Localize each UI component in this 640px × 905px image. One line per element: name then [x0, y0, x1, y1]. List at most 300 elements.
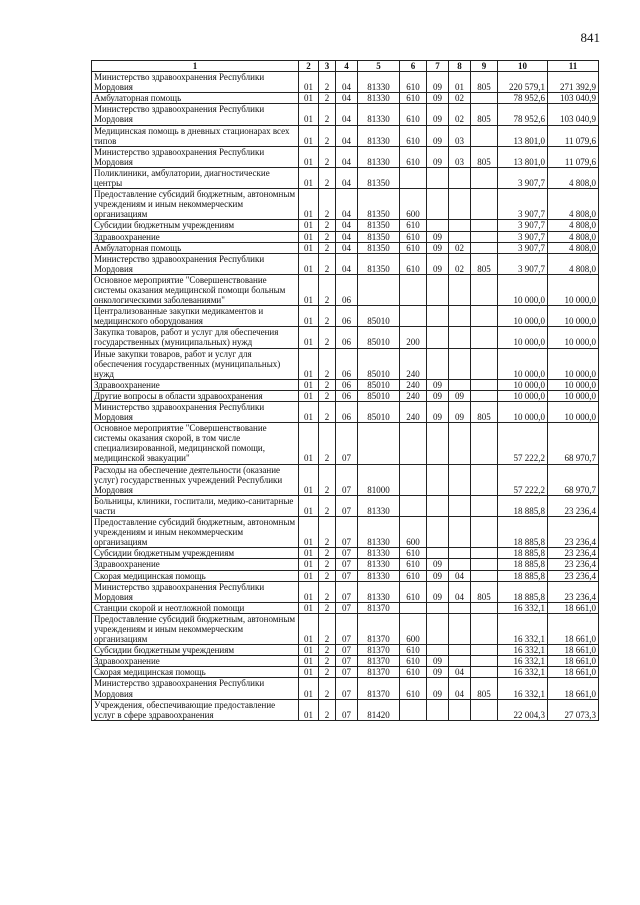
amount-cell: 18 661,0 [548, 678, 599, 699]
amount-cell: 23 236,4 [548, 559, 599, 570]
row-name-cell: Медицинская помощь в дневных стационарах всех типов [92, 125, 299, 146]
code-cell [449, 517, 471, 548]
code-cell: 04 [449, 667, 471, 678]
table-row [92, 253, 599, 274]
amount-cell: 57 222,2 [498, 464, 548, 495]
amount-cell: 18 885,8 [498, 570, 548, 581]
code-cell: 805 [471, 678, 498, 699]
amount-cell: 10 000,0 [498, 348, 548, 379]
amount-cell: 23 236,4 [548, 495, 599, 516]
code-cell [427, 423, 449, 464]
table-row [92, 390, 599, 401]
amount-cell: 16 332,1 [498, 613, 548, 644]
code-cell: 610 [400, 570, 427, 581]
code-cell [471, 699, 498, 720]
code-cell: 610 [400, 231, 427, 242]
code-cell: 04 [449, 581, 471, 602]
code-cell [471, 93, 498, 104]
code-cell: 2 [319, 220, 336, 231]
column-header: 11 [548, 61, 599, 72]
code-cell: 01 [299, 379, 319, 390]
code-cell [471, 656, 498, 667]
code-cell: 81350 [358, 167, 400, 188]
column-header: 5 [358, 61, 400, 72]
code-cell [400, 464, 427, 495]
code-cell: 2 [319, 125, 336, 146]
code-cell: 07 [336, 678, 358, 699]
code-cell: 85010 [358, 390, 400, 401]
code-cell: 610 [400, 581, 427, 602]
code-cell [471, 559, 498, 570]
amount-cell: 18 661,0 [548, 667, 599, 678]
code-cell: 01 [299, 242, 319, 253]
row-name-cell: Станции скорой и неотложной помощи [92, 602, 299, 613]
code-cell [427, 517, 449, 548]
code-cell: 85010 [358, 327, 400, 348]
table-row [92, 306, 599, 327]
row-name-cell: Предоставление субсидий бюджетным, автономным учреждениям и иным некоммерческим организациям [92, 613, 299, 644]
code-cell: 81330 [358, 146, 400, 167]
code-cell: 01 [449, 72, 471, 93]
table-row [92, 464, 599, 495]
table-row [92, 189, 599, 220]
code-cell: 07 [336, 495, 358, 516]
row-name-cell: Централизованные закупки медикаментов и медицинского оборудования [92, 306, 299, 327]
code-cell: 81330 [358, 495, 400, 516]
row-name-cell: Министерство здравоохранения Республики Мордовия [92, 402, 299, 423]
code-cell [449, 656, 471, 667]
code-cell: 85010 [358, 348, 400, 379]
code-cell: 805 [471, 402, 498, 423]
code-cell: 2 [319, 231, 336, 242]
row-name-cell: Амбулаторная помощь [92, 93, 299, 104]
code-cell: 2 [319, 253, 336, 274]
code-cell: 04 [336, 104, 358, 125]
row-name-cell: Министерство здравоохранения Республики Мордовия [92, 146, 299, 167]
amount-cell: 4 808,0 [548, 253, 599, 274]
amount-cell: 27 073,3 [548, 699, 599, 720]
code-cell [400, 699, 427, 720]
code-cell: 600 [400, 613, 427, 644]
amount-cell: 10 000,0 [548, 306, 599, 327]
code-cell: 07 [336, 517, 358, 548]
amount-cell: 18 885,8 [498, 495, 548, 516]
code-cell [427, 464, 449, 495]
row-name-cell: Министерство здравоохранения Республики Мордовия [92, 72, 299, 93]
code-cell: 240 [400, 348, 427, 379]
table-row [92, 613, 599, 644]
amount-cell: 3 907,7 [498, 189, 548, 220]
code-cell: 04 [336, 93, 358, 104]
code-cell: 81350 [358, 242, 400, 253]
code-cell: 06 [336, 327, 358, 348]
amount-cell: 10 000,0 [548, 402, 599, 423]
code-cell: 04 [449, 678, 471, 699]
code-cell: 81370 [358, 678, 400, 699]
column-header: 1 [92, 61, 299, 72]
code-cell: 06 [336, 306, 358, 327]
code-cell [449, 548, 471, 559]
code-cell [427, 274, 449, 305]
code-cell [449, 699, 471, 720]
table-row [92, 93, 599, 104]
code-cell [471, 613, 498, 644]
code-cell [427, 613, 449, 644]
code-cell: 600 [400, 517, 427, 548]
amount-cell: 16 332,1 [498, 656, 548, 667]
code-cell: 09 [427, 570, 449, 581]
code-cell: 07 [336, 613, 358, 644]
code-cell [449, 327, 471, 348]
amount-cell: 103 040,9 [548, 104, 599, 125]
row-name-cell: Скорая медицинская помощь [92, 570, 299, 581]
code-cell [449, 306, 471, 327]
code-cell: 07 [336, 423, 358, 464]
code-cell: 01 [299, 602, 319, 613]
code-cell: 2 [319, 699, 336, 720]
code-cell: 81370 [358, 667, 400, 678]
table-row [92, 548, 599, 559]
row-name-cell: Основное мероприятие "Совершенствование системы оказания скорой, в том числе специализированной, медицинской помощи, медицинской эвакуации" [92, 423, 299, 464]
code-cell: 01 [299, 220, 319, 231]
amount-cell: 18 885,8 [498, 559, 548, 570]
code-cell: 01 [299, 559, 319, 570]
code-cell: 01 [299, 402, 319, 423]
amount-cell: 4 808,0 [548, 242, 599, 253]
code-cell [471, 602, 498, 613]
code-cell: 240 [400, 402, 427, 423]
code-cell [471, 570, 498, 581]
code-cell: 2 [319, 656, 336, 667]
code-cell: 01 [299, 581, 319, 602]
row-name-cell: Министерство здравоохранения Республики Мордовия [92, 104, 299, 125]
code-cell: 01 [299, 548, 319, 559]
code-cell: 805 [471, 104, 498, 125]
row-name-cell: Министерство здравоохранения Республики Мордовия [92, 581, 299, 602]
code-cell: 06 [336, 348, 358, 379]
code-cell [471, 327, 498, 348]
code-cell [471, 495, 498, 516]
code-cell: 01 [299, 189, 319, 220]
budget-table [91, 60, 599, 721]
amount-cell: 18 661,0 [548, 645, 599, 656]
table-row [92, 581, 599, 602]
table-row [92, 231, 599, 242]
row-name-cell: Здравоохранение [92, 379, 299, 390]
amount-cell: 23 236,4 [548, 548, 599, 559]
amount-cell: 4 808,0 [548, 231, 599, 242]
amount-cell: 16 332,1 [498, 678, 548, 699]
code-cell [449, 379, 471, 390]
table-row [92, 242, 599, 253]
code-cell [471, 231, 498, 242]
code-cell: 610 [400, 667, 427, 678]
code-cell [400, 306, 427, 327]
code-cell [471, 390, 498, 401]
code-cell: 01 [299, 517, 319, 548]
amount-cell: 3 907,7 [498, 167, 548, 188]
amount-cell: 10 000,0 [548, 327, 599, 348]
column-header: 6 [400, 61, 427, 72]
code-cell: 2 [319, 72, 336, 93]
row-name-cell: Основное мероприятие "Совершенствование системы оказания медицинской помощи больным онкологическими заболеваниями" [92, 274, 299, 305]
code-cell: 01 [299, 72, 319, 93]
code-cell: 09 [427, 678, 449, 699]
code-cell [471, 189, 498, 220]
code-cell [471, 517, 498, 548]
table-row [92, 348, 599, 379]
code-cell: 81330 [358, 570, 400, 581]
code-cell: 81350 [358, 253, 400, 274]
amount-cell: 18 885,8 [498, 548, 548, 559]
code-cell [449, 348, 471, 379]
table-row [92, 167, 599, 188]
table-row [92, 570, 599, 581]
code-cell [427, 645, 449, 656]
code-cell: 610 [400, 220, 427, 231]
code-cell: 09 [427, 146, 449, 167]
column-header: 10 [498, 61, 548, 72]
table-row [92, 327, 599, 348]
code-cell: 01 [299, 423, 319, 464]
code-cell [471, 667, 498, 678]
amount-cell: 10 000,0 [498, 306, 548, 327]
code-cell: 2 [319, 423, 336, 464]
code-cell: 07 [336, 645, 358, 656]
code-cell: 04 [336, 146, 358, 167]
code-cell [471, 125, 498, 146]
code-cell: 610 [400, 559, 427, 570]
code-cell: 610 [400, 104, 427, 125]
code-cell: 805 [471, 146, 498, 167]
code-cell [449, 189, 471, 220]
row-name-cell: Скорая медицинская помощь [92, 667, 299, 678]
code-cell: 02 [449, 104, 471, 125]
table-row [92, 678, 599, 699]
code-cell: 2 [319, 559, 336, 570]
code-cell [400, 495, 427, 516]
code-cell: 2 [319, 613, 336, 644]
code-cell: 04 [336, 253, 358, 274]
amount-cell: 10 000,0 [498, 274, 548, 305]
code-cell [400, 274, 427, 305]
code-cell: 81420 [358, 699, 400, 720]
amount-cell: 68 970,7 [548, 464, 599, 495]
code-cell: 07 [336, 602, 358, 613]
code-cell: 09 [449, 402, 471, 423]
code-cell: 09 [427, 581, 449, 602]
code-cell: 81350 [358, 231, 400, 242]
code-cell [449, 645, 471, 656]
column-header: 7 [427, 61, 449, 72]
amount-cell: 23 236,4 [548, 517, 599, 548]
code-cell: 07 [336, 656, 358, 667]
code-cell: 85010 [358, 379, 400, 390]
table-row [92, 379, 599, 390]
code-cell: 01 [299, 495, 319, 516]
code-cell: 81370 [358, 613, 400, 644]
table-row [92, 645, 599, 656]
code-cell: 2 [319, 104, 336, 125]
code-cell: 240 [400, 379, 427, 390]
code-cell: 81330 [358, 93, 400, 104]
table-row [92, 602, 599, 613]
code-cell [427, 327, 449, 348]
code-cell: 07 [336, 699, 358, 720]
amount-cell: 16 332,1 [498, 645, 548, 656]
code-cell: 81370 [358, 656, 400, 667]
table-row [92, 656, 599, 667]
code-cell [471, 348, 498, 379]
table-row [92, 517, 599, 548]
code-cell: 01 [299, 167, 319, 188]
code-cell: 2 [319, 645, 336, 656]
code-cell: 07 [336, 667, 358, 678]
code-cell [471, 167, 498, 188]
amount-cell: 57 222,2 [498, 423, 548, 464]
table-row [92, 402, 599, 423]
code-cell: 04 [336, 242, 358, 253]
page-number: 841 [580, 30, 600, 45]
row-name-cell: Закупка товаров, работ и услуг для обеспечения государственных (муниципальных) нужд [92, 327, 299, 348]
amount-cell: 10 000,0 [498, 402, 548, 423]
amount-cell: 3 907,7 [498, 253, 548, 274]
code-cell [427, 189, 449, 220]
row-name-cell: Амбулаторная помощь [92, 242, 299, 253]
code-cell: 04 [449, 570, 471, 581]
code-cell: 610 [400, 242, 427, 253]
code-cell: 2 [319, 667, 336, 678]
code-cell: 2 [319, 517, 336, 548]
amount-cell: 10 000,0 [498, 390, 548, 401]
code-cell: 06 [336, 274, 358, 305]
amount-cell: 3 907,7 [498, 231, 548, 242]
code-cell: 805 [471, 72, 498, 93]
code-cell: 2 [319, 167, 336, 188]
table-row [92, 220, 599, 231]
code-cell: 01 [299, 645, 319, 656]
row-name-cell: Учреждения, обеспечивающие предоставление услуг в сфере здравоохранения [92, 699, 299, 720]
code-cell: 610 [400, 72, 427, 93]
code-cell: 06 [336, 379, 358, 390]
code-cell: 03 [449, 146, 471, 167]
amount-cell: 10 000,0 [498, 327, 548, 348]
row-name-cell: Здравоохранение [92, 656, 299, 667]
amount-cell: 3 907,7 [498, 220, 548, 231]
code-cell: 09 [427, 104, 449, 125]
table-row [92, 146, 599, 167]
code-cell [427, 602, 449, 613]
code-cell: 09 [427, 72, 449, 93]
code-cell: 2 [319, 678, 336, 699]
code-cell: 01 [299, 390, 319, 401]
code-cell: 01 [299, 125, 319, 146]
code-cell: 01 [299, 570, 319, 581]
amount-cell: 13 801,0 [498, 125, 548, 146]
code-cell: 09 [427, 93, 449, 104]
code-cell: 81330 [358, 72, 400, 93]
amount-cell: 78 952,6 [498, 104, 548, 125]
row-name-cell: Субсидии бюджетным учреждениям [92, 220, 299, 231]
code-cell: 06 [336, 390, 358, 401]
code-cell: 04 [336, 220, 358, 231]
amount-cell: 18 661,0 [548, 602, 599, 613]
code-cell: 2 [319, 402, 336, 423]
code-cell: 2 [319, 464, 336, 495]
code-cell: 09 [427, 253, 449, 274]
code-cell: 09 [427, 559, 449, 570]
code-cell: 610 [400, 253, 427, 274]
row-name-cell: Поликлиники, амбулатории, диагностические центры [92, 167, 299, 188]
code-cell: 2 [319, 570, 336, 581]
code-cell [400, 602, 427, 613]
amount-cell: 11 079,6 [548, 146, 599, 167]
code-cell: 03 [449, 125, 471, 146]
code-cell [471, 220, 498, 231]
row-name-cell: Иные закупки товаров, работ и услуг для обеспечения государственных (муниципальных) нужд [92, 348, 299, 379]
amount-cell: 16 332,1 [498, 602, 548, 613]
code-cell [471, 464, 498, 495]
code-cell: 01 [299, 146, 319, 167]
column-header: 8 [449, 61, 471, 72]
table-row [92, 667, 599, 678]
code-cell: 610 [400, 125, 427, 146]
code-cell: 07 [336, 548, 358, 559]
code-cell: 2 [319, 548, 336, 559]
code-cell: 81000 [358, 464, 400, 495]
code-cell: 04 [336, 72, 358, 93]
code-cell: 07 [336, 581, 358, 602]
code-cell: 01 [299, 667, 319, 678]
code-cell [449, 220, 471, 231]
table-body [92, 72, 599, 721]
code-cell: 2 [319, 189, 336, 220]
code-cell [449, 613, 471, 644]
row-name-cell: Больницы, клиники, госпитали, медико-санитарные части [92, 495, 299, 516]
code-cell [471, 306, 498, 327]
code-cell: 240 [400, 390, 427, 401]
amount-cell: 68 970,7 [548, 423, 599, 464]
amount-cell: 78 952,6 [498, 93, 548, 104]
code-cell: 81370 [358, 602, 400, 613]
code-cell: 09 [427, 242, 449, 253]
code-cell: 01 [299, 231, 319, 242]
amount-cell: 22 004,3 [498, 699, 548, 720]
code-cell: 09 [427, 379, 449, 390]
code-cell: 610 [400, 645, 427, 656]
column-header: 9 [471, 61, 498, 72]
code-cell: 610 [400, 678, 427, 699]
code-cell: 81330 [358, 104, 400, 125]
code-cell: 01 [299, 274, 319, 305]
amount-cell: 10 000,0 [548, 348, 599, 379]
row-name-cell: Предоставление субсидий бюджетным, автономным учреждениям и иным некоммерческим организациям [92, 189, 299, 220]
code-cell: 610 [400, 93, 427, 104]
table-row [92, 72, 599, 93]
code-cell [449, 423, 471, 464]
row-name-cell: Министерство здравоохранения Республики Мордовия [92, 678, 299, 699]
table-row [92, 423, 599, 464]
code-cell: 85010 [358, 306, 400, 327]
code-cell: 85010 [358, 402, 400, 423]
code-cell: 2 [319, 495, 336, 516]
code-cell: 2 [319, 93, 336, 104]
code-cell: 04 [336, 231, 358, 242]
amount-cell: 271 392,9 [548, 72, 599, 93]
code-cell [427, 548, 449, 559]
amount-cell: 18 885,8 [498, 517, 548, 548]
amount-cell: 18 661,0 [548, 656, 599, 667]
